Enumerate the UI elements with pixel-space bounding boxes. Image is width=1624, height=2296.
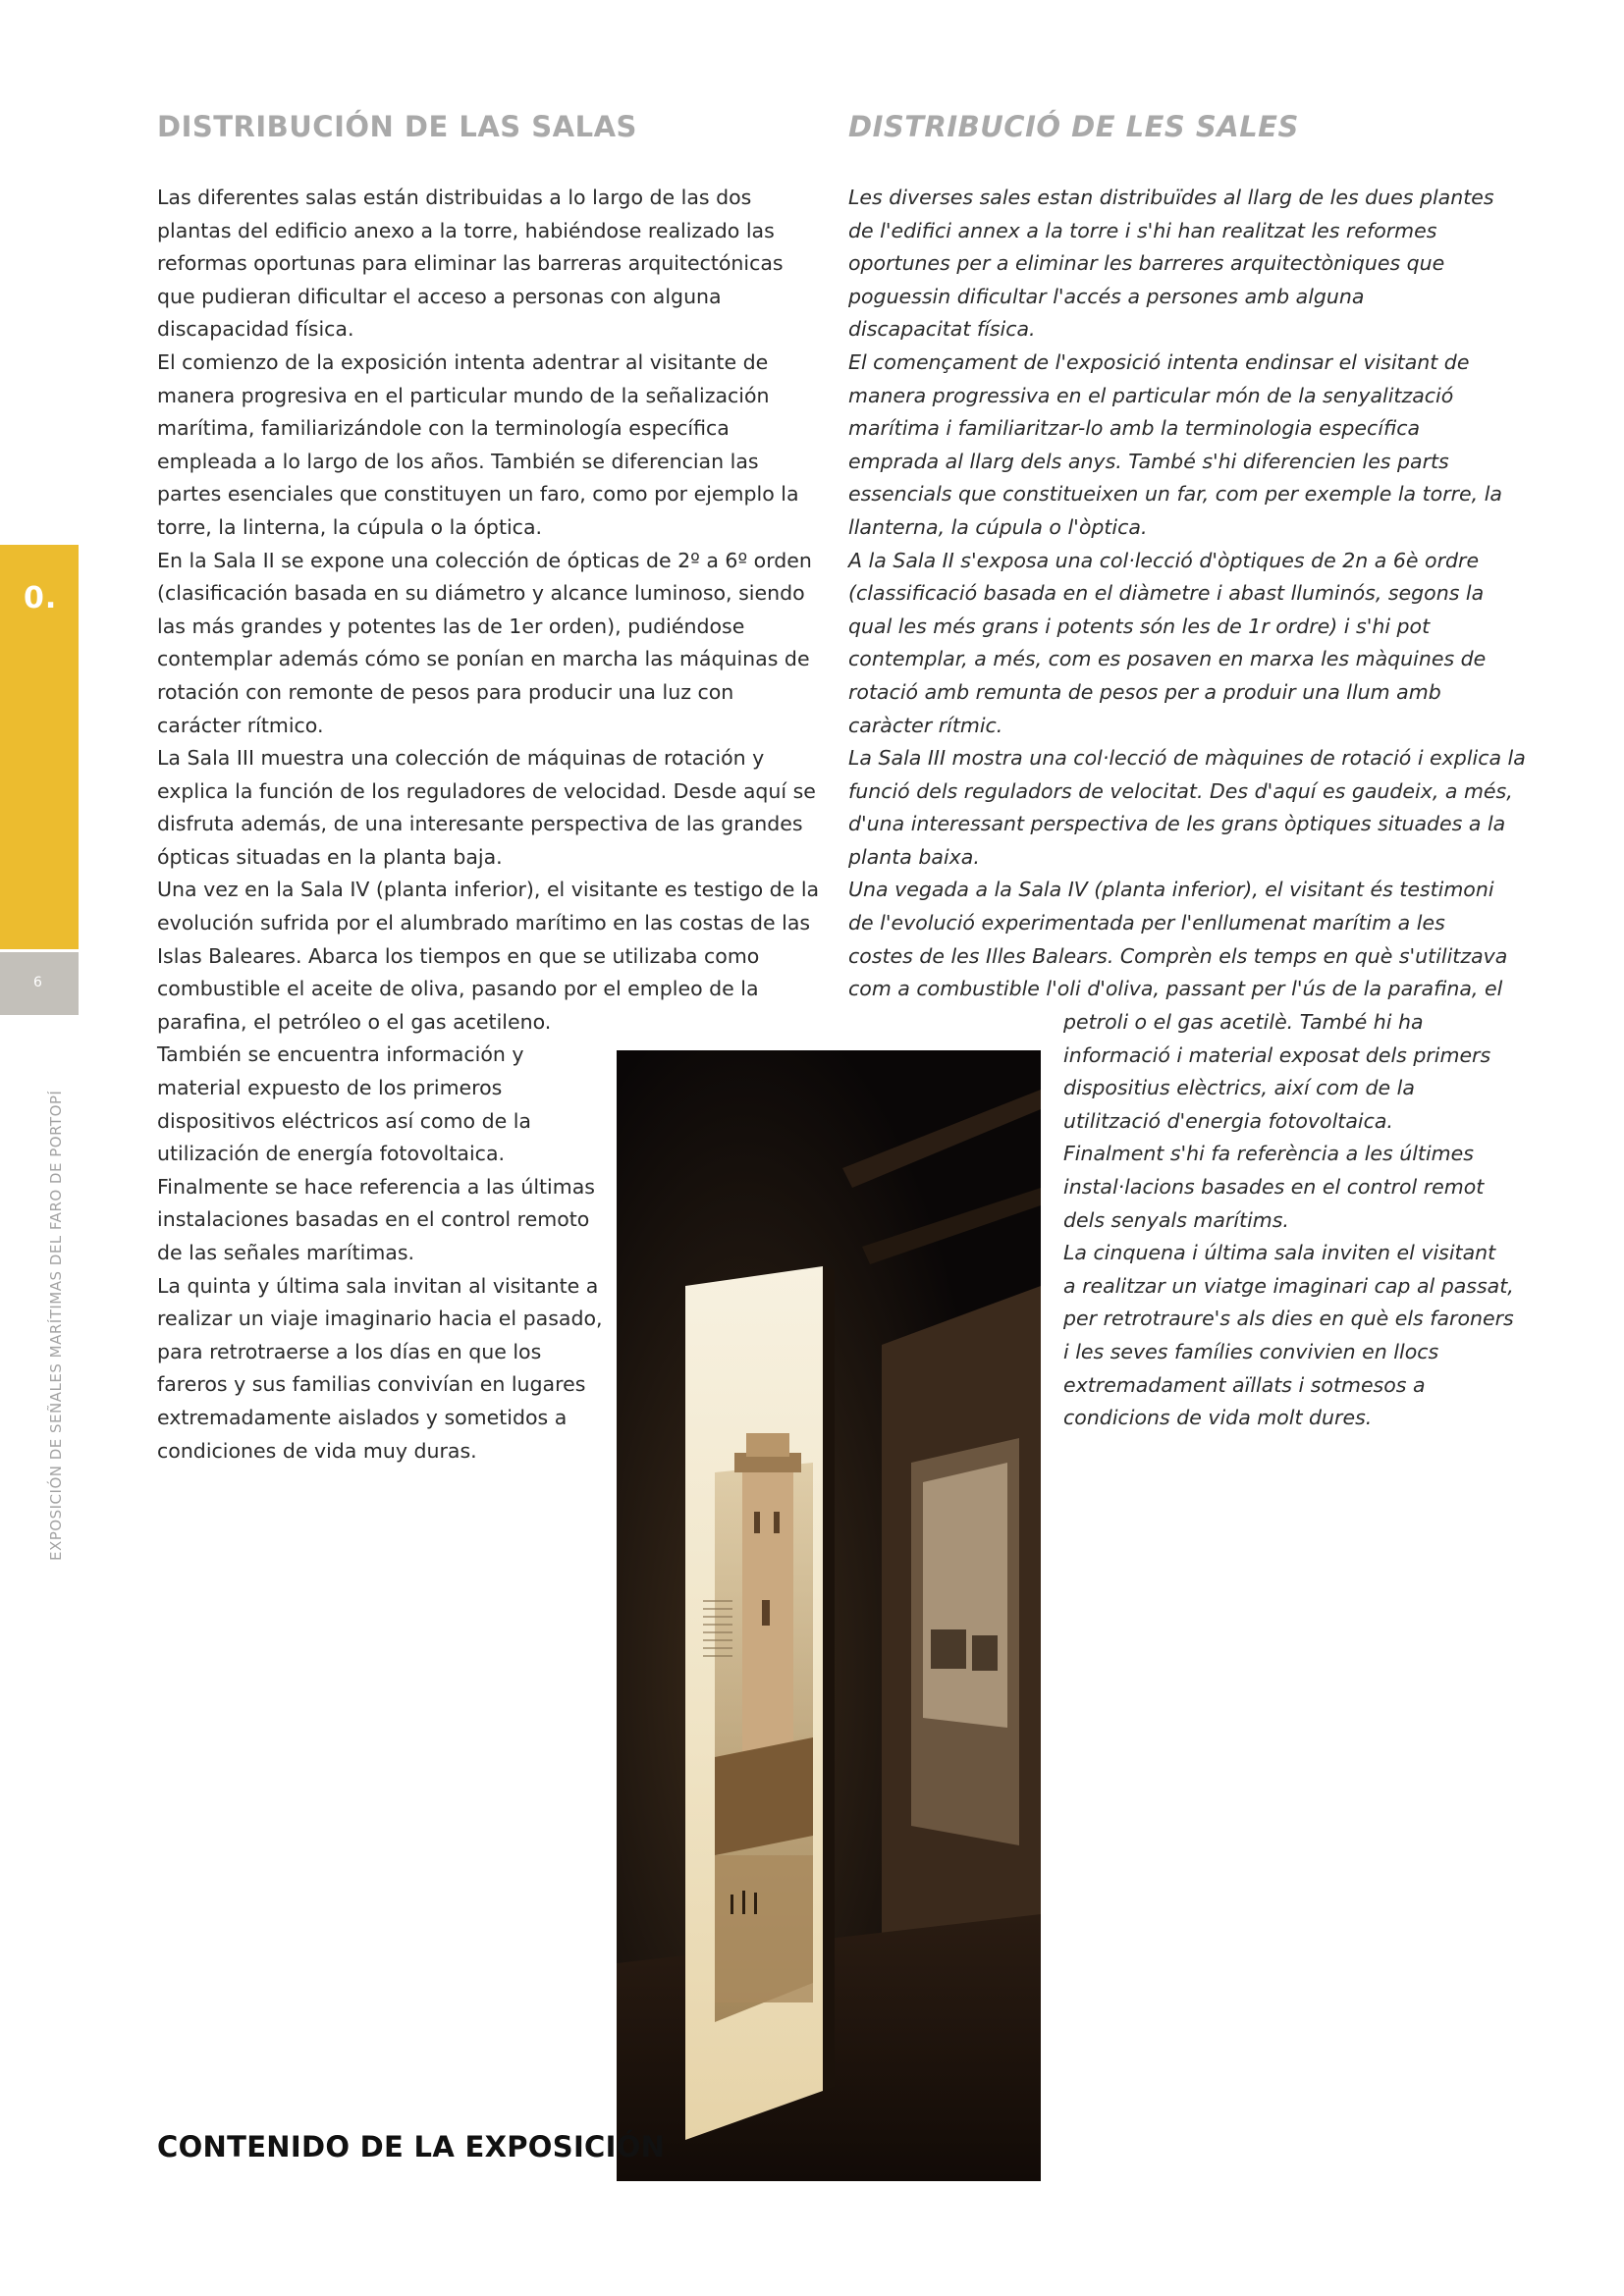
- spanish-text-line: partes esenciales que constituyen un faro, como por ejemplo la: [157, 482, 799, 507]
- spanish-text-line: extremadamente aislados y sometidos a: [157, 1405, 568, 1429]
- catalan-text-line: A la Sala II s'exposa una col·lecció d'òptiques de 2n a 6è ordre: [848, 548, 1480, 572]
- catalan-heading: DISTRIBUCIÓ DE LES SALES: [848, 110, 1299, 143]
- catalan-text-line: manera progressiva en el particular món de la senyalització: [848, 383, 1454, 407]
- spanish-text-line: evolución sufrida por el alumbrado marítimo en las costas de las: [157, 911, 811, 935]
- spanish-text-line: las más grandes y potentes las de 1er orden), pudiéndose: [157, 614, 745, 638]
- catalan-text-line: essencials que constitueixen un far, com per exemple la torre, la: [848, 482, 1502, 507]
- section-heading-contenido: CONTENIDO DE LA EXPOSICIÓN: [157, 2130, 666, 2163]
- spanish-text-line: instalaciones basadas en el control remoto: [157, 1207, 590, 1232]
- spanish-text-line: contemplar además cómo se ponían en marcha las máquinas de: [157, 647, 810, 671]
- catalan-text-line: informació i material exposat dels primers: [1063, 1042, 1491, 1067]
- spanish-text-line: plantas del edificio anexo a la torre, habiéndose realizado las: [157, 218, 775, 242]
- running-title: EXPOSICIÓN DE SEÑALES MARÍTIMAS DEL FARO DE PORTOPÍ: [47, 1090, 65, 1561]
- spanish-text-line: El comienzo de la exposición intenta adentrar al visitante de: [157, 349, 769, 374]
- spanish-text-line: marítima, familiarizándole con la terminología específica: [157, 416, 730, 441]
- page-number: 6: [33, 975, 42, 990]
- spanish-text-line: Las diferentes salas están distribuidas a lo largo de las dos: [157, 186, 752, 209]
- spanish-text-line: reformas oportunas para eliminar las barreras arquitectónicas: [157, 251, 784, 276]
- catalan-text-line: Finalment s'hi fa referència a les últimes: [1063, 1142, 1474, 1166]
- spanish-text-line: La quinta y última sala invitan al visitante a: [157, 1273, 599, 1298]
- catalan-text-line: qual les més grans i potents són les de 1r ordre) i s'hi pot: [848, 614, 1431, 638]
- spanish-text-line: que pudieran dificultar el acceso a personas con alguna: [157, 284, 722, 308]
- catalan-text-line: petroli o el gas acetilè. També hi ha: [1063, 1010, 1424, 1034]
- spanish-text-line: En la Sala II se expone una colección de ópticas de 2º a 6º orden: [157, 548, 812, 572]
- catalan-text-line: extremadament aïllats i sotmesos a: [1063, 1372, 1426, 1397]
- catalan-text-line: condicions de vida molt dures.: [1063, 1406, 1373, 1430]
- chapter-marker: 0.: [24, 581, 58, 615]
- catalan-text-line: (classificació basada en el diàmetre i abast lluminós, segons la: [848, 581, 1485, 606]
- catalan-text-line: dels senyals marítims.: [1063, 1207, 1289, 1232]
- catalan-text-line: de l'evolució experimentada per l'enllumenat marítim a les: [848, 911, 1445, 935]
- catalan-text-line: costes de les Illes Balears. Comprèn els temps en què s'utilitzava: [848, 943, 1508, 968]
- spanish-text-line: explica la función de los reguladores de velocidad. Desde aquí se: [157, 778, 816, 803]
- catalan-text-line: com a combustible l'oli d'oliva, passant per l'ús de la parafina, el: [848, 977, 1503, 1001]
- catalan-body: [848, 182, 1526, 1006]
- spanish-text-line: ópticas situadas en la planta baja.: [157, 844, 503, 869]
- spanish-text-line: dispositivos eléctricos así como de la: [157, 1108, 531, 1133]
- catalan-text-line: llanterna, la cúpula o l'òptica.: [848, 514, 1148, 539]
- spanish-text-line: fareros y sus familias convivían en lugares: [157, 1372, 586, 1397]
- spanish-text-line: combustible el aceite de oliva, pasando por el empleo de la: [157, 977, 759, 1001]
- catalan-text-line: contemplar, a més, com es posaven en marxa les màquines de: [848, 647, 1487, 671]
- catalan-text-line: i les seves famílies convivien en llocs: [1063, 1339, 1439, 1363]
- spanish-text-line: Islas Baleares. Abarca los tiempos en que se utilizaba como: [157, 943, 760, 968]
- catalan-text-line: planta baixa.: [848, 844, 980, 869]
- catalan-text-line: caràcter rítmic.: [848, 713, 1003, 737]
- catalan-text-line: dispositius elèctrics, així com de la: [1063, 1076, 1415, 1100]
- exhibition-photo-graphic: [617, 1050, 1041, 2181]
- catalan-text-line: Una vegada a la Sala IV (planta inferior), el visitant és testimoni: [848, 878, 1494, 902]
- catalan-text-line: de l'edifici annex a la torre i s'hi han realitzat les reformes: [848, 218, 1437, 242]
- spanish-text-line: (clasificación basada en su diámetro y alcance luminoso, siendo: [157, 581, 805, 606]
- exhibition-photo: [617, 1050, 1041, 2181]
- catalan-text-line: oportunes per a eliminar les barreres arquitectòniques que: [848, 251, 1445, 276]
- catalan-text-line: discapacitat física.: [848, 317, 1036, 342]
- catalan-text-line: marítima i familiaritzar-lo amb la terminologia específica: [848, 416, 1421, 441]
- catalan-text-line: La cinquena i última sala inviten el visitant: [1063, 1241, 1496, 1265]
- catalan-text-line: per retrotraure's als dies en què els faroners: [1063, 1307, 1514, 1331]
- spanish-text-line: rotación con remonte de pesos para producir una luz con: [157, 679, 734, 704]
- spanish-text-line: disfruta además, de una interesante perspectiva de las grandes: [157, 812, 803, 836]
- spanish-text-line: La Sala III muestra una colección de máquinas de rotación y: [157, 746, 765, 771]
- spanish-text-line: También se encuentra información y: [157, 1042, 524, 1067]
- spanish-text-line: para retrotraerse a los días en que los: [157, 1339, 542, 1363]
- spanish-text-line: carácter rítmico.: [157, 713, 324, 737]
- catalan-text-line: poguessin dificultar l'accés a persones amb alguna: [848, 284, 1365, 308]
- catalan-text-line: instal·lacions basades en el control remot: [1063, 1174, 1485, 1199]
- catalan-text-line: funció dels reguladors de velocitat. Des d'aquí es gaudeix, a més,: [848, 778, 1513, 803]
- catalan-text-line: rotació amb remunta de pesos per a produir una llum amb: [848, 679, 1441, 704]
- catalan-text-line: El començament de l'exposició intenta endinsar el visitant de: [848, 349, 1470, 374]
- catalan-text-line: utilització d'energia fotovoltaica.: [1063, 1108, 1393, 1133]
- spanish-text-line: empleada a lo largo de los años. También se diferencian las: [157, 449, 759, 473]
- catalan-text-line: La Sala III mostra una col·lecció de màquines de rotació i explica la: [848, 746, 1526, 771]
- spanish-text-line: utilización de energía fotovoltaica.: [157, 1142, 506, 1166]
- catalan-text-line: d'una interessant perspectiva de les grans òptiques situades a la: [848, 812, 1506, 836]
- spanish-heading: DISTRIBUCIÓN DE LAS SALAS: [157, 110, 637, 143]
- spanish-text-line: manera progresiva en el particular mundo de la señalización: [157, 383, 770, 407]
- catalan-text-line: emprada al llarg dels anys. També s'hi diferencien les parts: [848, 449, 1449, 473]
- spanish-text-line: torre, la linterna, la cúpula o la óptica.: [157, 514, 543, 539]
- spanish-text-line: de las señales marítimas.: [157, 1241, 415, 1264]
- spanish-text-line: condiciones de vida muy duras.: [157, 1438, 477, 1463]
- spanish-text-line: parafina, el petróleo o el gas acetileno.: [157, 1009, 552, 1034]
- spanish-text-line: material expuesto de los primeros: [157, 1076, 503, 1100]
- spanish-text-line: Una vez en la Sala IV (planta inferior), el visitante es testigo de la: [157, 878, 820, 902]
- spanish-text-line: Finalmente se hace referencia a las últimas: [157, 1174, 595, 1199]
- spanish-text-line: realizar un viaje imaginario hacia el pasado,: [157, 1307, 603, 1331]
- catalan-body-narrow: [1063, 1006, 1514, 1435]
- catalan-text-line: a realitzar un viatge imaginari cap al passat,: [1063, 1273, 1514, 1298]
- spanish-text-line: discapacidad física.: [157, 317, 354, 342]
- catalan-text-line: Les diverses sales estan distribuïdes al llarg de les dues plantes: [848, 186, 1494, 209]
